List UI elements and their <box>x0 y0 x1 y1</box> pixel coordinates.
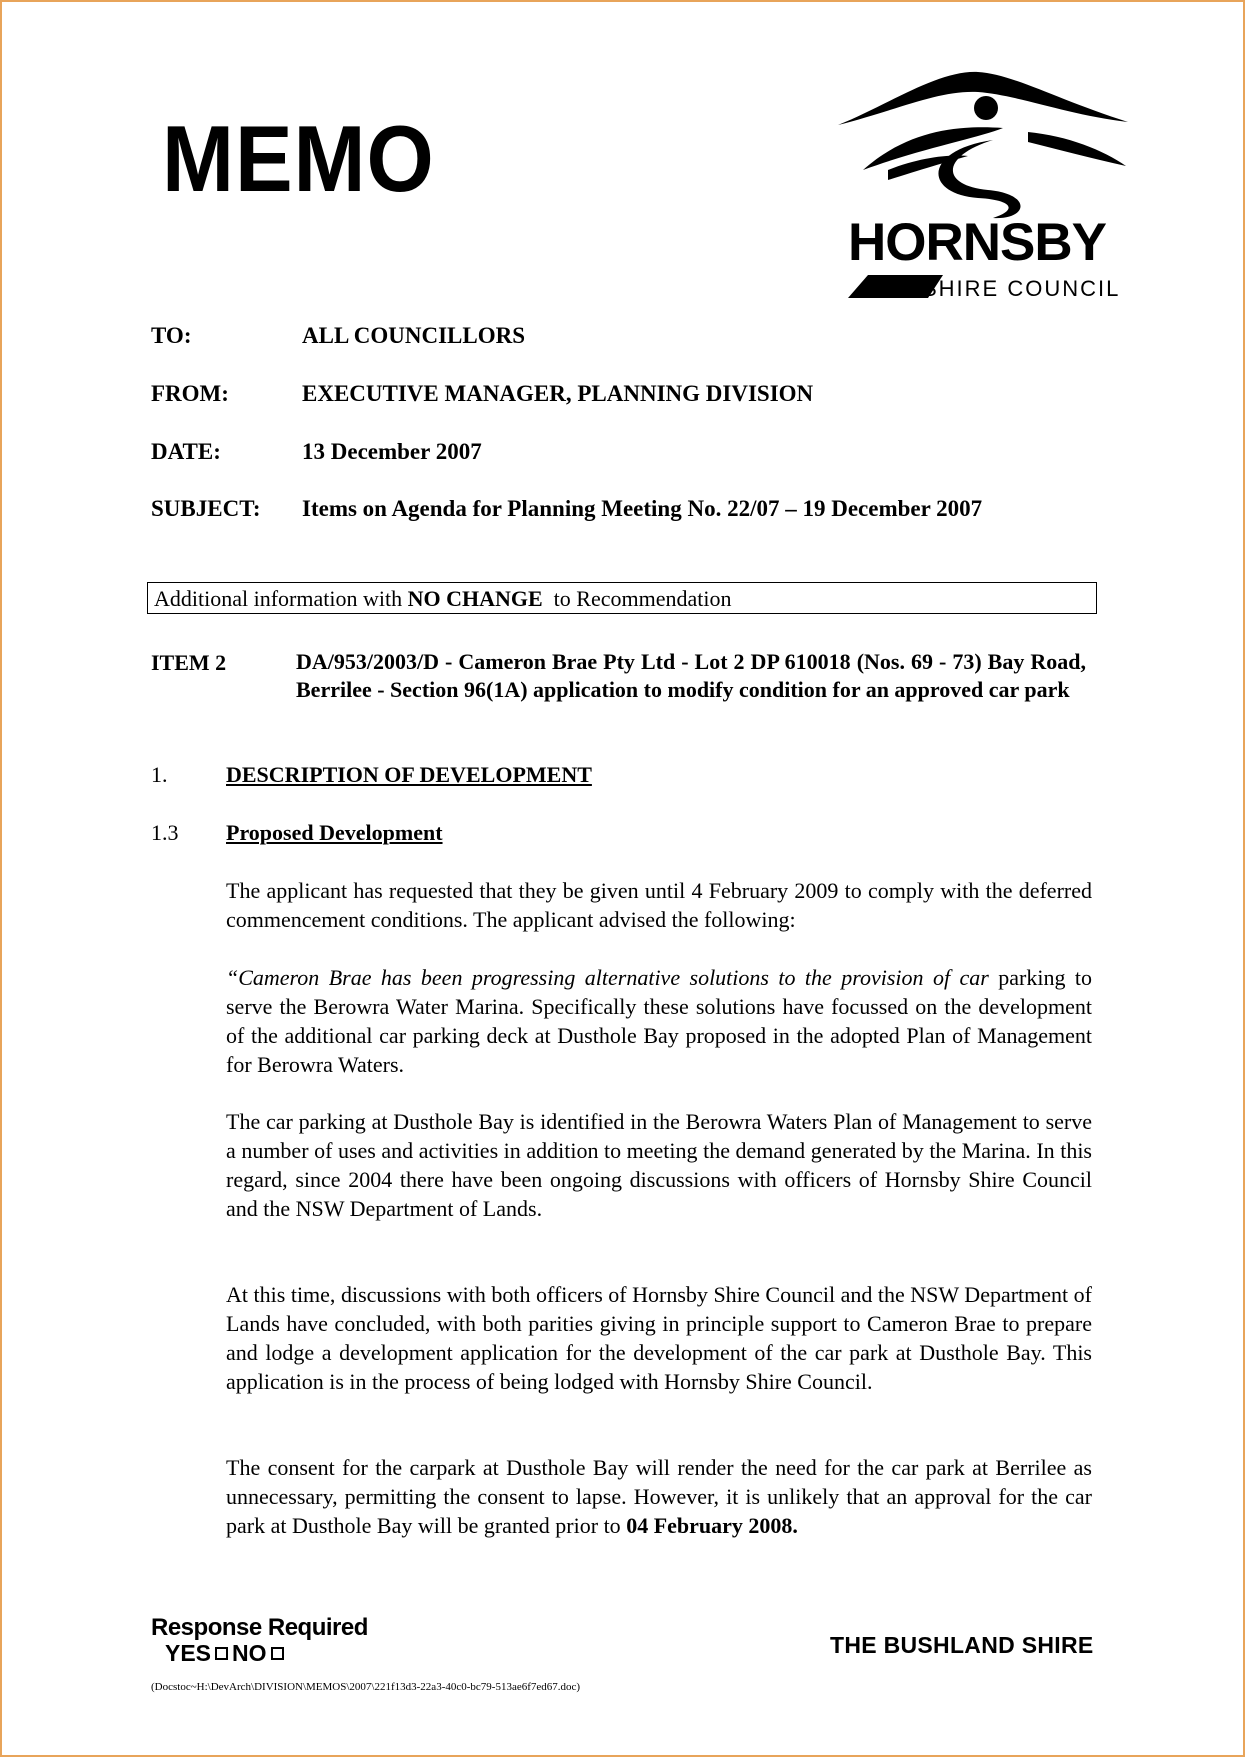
header-value: Items on Agenda for Planning Meeting No. 22/07 – 19 December 2007 <box>302 496 983 521</box>
subsection-number: 1.3 <box>151 820 179 845</box>
section-number: 1. <box>151 762 168 787</box>
bushland-shire-tagline: THE BUSHLAND SHIRE <box>830 1632 1094 1658</box>
header-value: EXECUTIVE MANAGER, PLANNING DIVISION <box>302 381 814 406</box>
quote-italic: “Cameron Brae has been progressing alternative solutions to the provision of car <box>226 965 989 990</box>
no-label: NO <box>232 1640 267 1666</box>
header-label: FROM: <box>151 381 229 406</box>
document-reference: (Docstoc~H:\DevArch\DIVISION\MEMOS\2007\221f13d3-22a3-40c0-bc79-513ae6f7ed67.doc) <box>151 1681 581 1693</box>
deadline-date: 04 February 2008. <box>626 1513 798 1538</box>
item-description: DA/953/2003/D - Cameron Brae Pty Ltd - Lot 2 DP 610018 (Nos. 69 - 73) Bay Road, Berrilee - Section 96(1A) application to modify condition for an approved car park <box>296 649 1086 702</box>
item-label: ITEM 2 <box>151 650 227 675</box>
no-checkbox[interactable] <box>271 1647 284 1660</box>
header-label: TO: <box>151 323 192 348</box>
header-value: ALL COUNCILLORS <box>302 323 526 348</box>
notice-box <box>147 582 1097 614</box>
header-label: DATE: <box>151 439 221 464</box>
quote-rest: parking to serve the Berowra Water Marina. Specifically these solutions have focussed on the development of the additional car parking deck at Dusthole Bay proposed in the adopted Plan of Management for Berowra Waters. <box>226 965 1092 1077</box>
paragraph-3: The car parking at Dusthole Bay is identified in the Berowra Waters Plan of Management to serve a number of uses and activities in addition to meeting the demand generated by the Marina. In this regard, since 2004 there have been ongoing discussions with officers of Hornsby Shire Council and the NSW Department of Lands. <box>226 1109 1092 1221</box>
response-required-label: Response Required <box>151 1614 368 1641</box>
paragraph-4: At this time, discussions with both officers of Hornsby Shire Council and the NSW Department of Lands have concluded, with both parities giving in principle support to Cameron Brae to prepare and lodge a development application for the development of the car park at Dusthole Bay. This application is in the process of being lodged with Hornsby Shire Council. <box>226 1282 1092 1394</box>
paragraph-5-text: The consent for the carpark at Dusthole Bay will render the need for the car park at Berrilee as unnecessary, permitting the consent to lapse. However, it is unlikely that an approval for the car park at Dusthole Bay will be granted prior to <box>226 1455 1092 1538</box>
paragraph-2 <box>226 963 1092 1079</box>
subsection-title: Proposed Development <box>226 820 443 845</box>
notice-post: to Recommendation <box>542 586 732 611</box>
logo-hornsby-text: HORNSBY <box>848 213 1107 272</box>
notice-pre: Additional information with <box>154 586 408 611</box>
paragraph-1: The applicant has requested that they be given until 4 February 2009 to comply with the deferred commencement conditions. The applicant advised the following: <box>226 878 1092 932</box>
notice-bold: NO CHANGE <box>407 586 543 611</box>
logo-shire-council-text: SHIRE COUNCIL <box>922 276 1121 301</box>
yes-label: YES <box>165 1640 212 1666</box>
paragraph-5 <box>226 1453 1092 1540</box>
response-options <box>165 1642 368 1665</box>
memo-title: MEMO <box>162 106 435 211</box>
header-label: SUBJECT: <box>151 496 261 521</box>
header-value: 13 December 2007 <box>302 439 482 464</box>
yes-checkbox[interactable] <box>215 1647 228 1660</box>
response-required <box>151 1616 368 1665</box>
section-title: DESCRIPTION OF DEVELOPMENT <box>226 762 592 787</box>
